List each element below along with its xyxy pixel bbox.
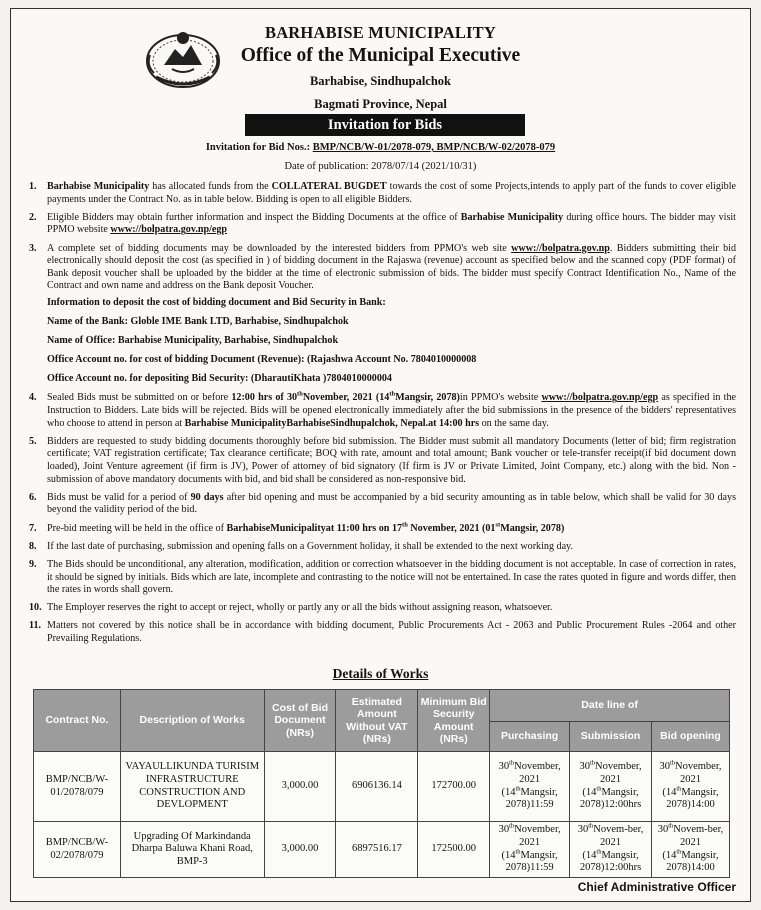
item-text: The Bids should be unconditional, any alteration, modification, addition or correction whatsoever in the bidding document is not acceptable. In case of correction in rates, it should be signed by initials. Bids which are late, incomplete and contrasting to the notice will not be entertained. In case the rates quoted in figure and words differ, then the rates in words shall govern. bbox=[47, 558, 736, 596]
cell-opening: 30thNovem-ber, 2021 (14thMangsir, 2078)14:00 bbox=[651, 822, 729, 878]
ppmo-link[interactable]: www://bolpatra.gov.np/egp bbox=[110, 224, 228, 236]
bid-numbers-label: Invitation for Bid Nos.: bbox=[205, 142, 313, 153]
item-text: Matters not covered by this notice shall be in accordance with bidding document, Public Procurements Act - 2063 and Public Procurement Rules -2064 and other Prevailing Regulations. bbox=[47, 620, 736, 645]
list-item bbox=[25, 492, 736, 517]
bolpatra-link[interactable]: www://bolpatra.gov.np bbox=[511, 242, 610, 254]
cell-description: Upgrading Of Markindanda Dharpa Baluwa Khani Road, BMP-3 bbox=[120, 822, 264, 878]
cell-opening: 30thNovember, 2021 (14thMangsir, 2078)14:00 bbox=[651, 752, 729, 822]
notice-items bbox=[25, 181, 736, 651]
item-number: 2. bbox=[29, 211, 37, 223]
cell-cost: 3,000.00 bbox=[264, 822, 336, 878]
item-text: If the last date of purchasing, submission and opening falls on a Government holiday, it shall be extended to the next working day. bbox=[47, 540, 573, 552]
bid-numbers: BMP/NCB/W-01/2078-079, BMP/NCB/W-02/2078-079 bbox=[312, 142, 556, 153]
cell-estimated: 6897516.17 bbox=[336, 822, 418, 878]
list-item bbox=[25, 541, 736, 554]
item-number: 8. bbox=[29, 540, 37, 552]
list-item bbox=[25, 559, 736, 597]
col-purchasing: Purchasing bbox=[490, 722, 570, 752]
list-item bbox=[25, 436, 736, 486]
signature-title: Chief Administrative Officer bbox=[577, 880, 736, 894]
cell-description: VAYAULLIKUNDA TURISIM INFRASTRUCTURE CONSTRUCTION AND DEVLOPMENT bbox=[120, 752, 264, 822]
list-item bbox=[25, 602, 736, 615]
office-name: Office of the Municipal Executive bbox=[240, 45, 521, 66]
col-contract: Contract No. bbox=[34, 690, 121, 752]
item-number: 4. bbox=[29, 392, 37, 404]
cell-security: 172700.00 bbox=[418, 752, 490, 822]
list-item bbox=[25, 212, 736, 237]
cell-estimated: 6906136.14 bbox=[336, 752, 418, 822]
cell-purchasing: 30thNovember, 2021 (14thMangsir, 2078)11:59 bbox=[490, 822, 570, 878]
col-submission: Submission bbox=[570, 722, 652, 752]
bank-office-name: Name of Office: Barhabise Municipality, Barhabise, Sindhupalchok bbox=[47, 335, 339, 347]
list-item bbox=[25, 181, 736, 206]
bank-info bbox=[47, 297, 736, 386]
works-title: Details of Works bbox=[332, 666, 429, 681]
bid-numbers-line bbox=[25, 142, 736, 153]
cell-submission: 30thNovem-ber, 2021 (14thMangsir, 2078)12:00hrs bbox=[570, 822, 652, 878]
item-number: 5. bbox=[29, 435, 37, 447]
cell-cost: 3,000.00 bbox=[264, 752, 336, 822]
col-security: Minimum Bid Security Amount (NRs) bbox=[418, 690, 490, 752]
cell-contract: BMP/NCB/W-02/2078/079 bbox=[34, 822, 121, 878]
list-item bbox=[25, 620, 736, 645]
item-text: A complete set of bidding documents may be downloaded by the interested bidders from PPMO's web site www://bolpatra.gov.np. Bidders submitting their bid electronically should deposit the cost (as specified in ) of bidding document in the Rajaswa (revenue) account as specified below and the scanned copy (PDF format) of Bank deposit voucher shall be uploaded by the bidder at the time of electronic submission of bids. The bidder must specify Contract Identification No., Name of the Contract and own name and address on the Bank deposit Voucher. bbox=[47, 242, 736, 292]
list-item bbox=[25, 523, 736, 536]
item-text: Bidders are requested to study bidding documents thoroughly before bid submission. The Bidder must submit all mandatory Documents (letter of bid; firm registration certificate; VAT registration certificate; Tax clearance certificate; BOQ with rate, amount and total amount; Bank voucher or tele-transfer receipt(if bid document down loaded), Joint Venture agreement (if firm is JV), Power of attorney of bid signatory (If firm is JV or Private Limited, Joint Company, etc.) along with the bid. Non -submission of above mandatory documents with bid, and bid shall be considered as non-responsive bid. bbox=[47, 435, 736, 485]
province-line: Bagmati Province, Nepal bbox=[314, 97, 447, 111]
publication-date: Date of publication: 2078/07/14 (2021/10/31) bbox=[284, 161, 477, 172]
municipality-name: BARHABISE MUNICIPALITY bbox=[264, 23, 496, 42]
table-row bbox=[34, 822, 730, 878]
revenue-account: Office Account no. for cost of bidding Document (Revenue): (Rajashwa Account No. 7804010000008 bbox=[47, 354, 477, 366]
col-description: Description of Works bbox=[120, 690, 264, 752]
item-text: Sealed Bids must be submitted on or before 12:00 hrs of 30thNovember, 2021 (14thMangsir, 2078)in PPMO's website www://bolpatra.gov.np/egp as specified in the Instruction to Bidders. Late bids will be rejected. Bids will be opened electronically immediately after the bid submissions in the presence of the bidders' representatives who choose to attend in person at Barhabise MunicipalityBarhabiseSindhupalchok, Nepal.at 14:00 hrs on the same day. bbox=[47, 391, 736, 429]
notice-page bbox=[10, 8, 751, 902]
item-text: Barhabise Municipality has allocated funds from the COLLATERAL BUGDET towards the cost of some Projects,intends to apply part of the funds to cover eligible payments under the Contract No. as in table below. Bidding is open to all eligible Bidders. bbox=[47, 181, 737, 205]
cell-submission: 30thNovember, 2021 (14thMangsir, 2078)12:00hrs bbox=[570, 752, 652, 822]
office-location: Barhabise, Sindhupalchok bbox=[309, 74, 452, 88]
col-opening: Bid opening bbox=[651, 722, 729, 752]
table-row bbox=[34, 752, 730, 822]
invitation-banner: Invitation for Bids bbox=[245, 114, 525, 136]
item-number: 3. bbox=[29, 242, 37, 254]
col-dateline: Date line of bbox=[490, 690, 730, 722]
item-text: Pre-bid meeting will be held in the office of BarhabiseMunicipalityat 11:00 hrs on 17th November, 2021 (01stMangsir, 2078) bbox=[47, 521, 565, 534]
item-number: 11. bbox=[29, 620, 42, 632]
item-text: The Employer reserves the right to accept or reject, wholly or partly any or all the bids without assigning reason, whatsoever. bbox=[47, 602, 553, 614]
item-number: 9. bbox=[29, 558, 37, 570]
col-cost: Cost of Bid Document (NRs) bbox=[264, 690, 336, 752]
item-text: Eligible Bidders may obtain further information and inspect the Bidding Documents at the office of Barhabise Municipality during office hours. The bidder may visit PPMO website www://bolpatra.gov.np/egp bbox=[47, 211, 736, 236]
security-account: Office Account no. for depositing Bid Security: (DharautiKhata )7804010000004 bbox=[47, 373, 392, 385]
item-number: 1. bbox=[29, 181, 37, 192]
item-number: 6. bbox=[29, 491, 37, 503]
cell-security: 172500.00 bbox=[418, 822, 490, 878]
item-number: 10. bbox=[29, 602, 42, 614]
bank-info-heading: Information to deposit the cost of bidding document and Bid Security in Bank: bbox=[47, 296, 386, 308]
bank-name: Name of the Bank: Globle IME Bank LTD, Barhabise, Sindhupalchok bbox=[47, 316, 349, 328]
item-number: 7. bbox=[29, 522, 37, 534]
col-estimated: Estimated Amount Without VAT (NRs) bbox=[336, 690, 418, 752]
egp-link[interactable]: www://bolpatra.gov.np/egp bbox=[541, 392, 659, 404]
cell-purchasing: 30thNovember, 2021 (14thMangsir, 2078)11:59 bbox=[490, 752, 570, 822]
notice-header bbox=[25, 9, 736, 172]
list-item bbox=[25, 392, 736, 430]
item-text: Bids must be valid for a period of 90 days after bid opening and must be accompanied by a bid security amounting as in table below, which shall be valid for 30 days beyond the validity period of the bid. bbox=[47, 491, 737, 516]
cell-contract: BMP/NCB/W-01/2078/079 bbox=[34, 752, 121, 822]
list-item bbox=[25, 243, 736, 293]
works-table bbox=[33, 689, 730, 878]
